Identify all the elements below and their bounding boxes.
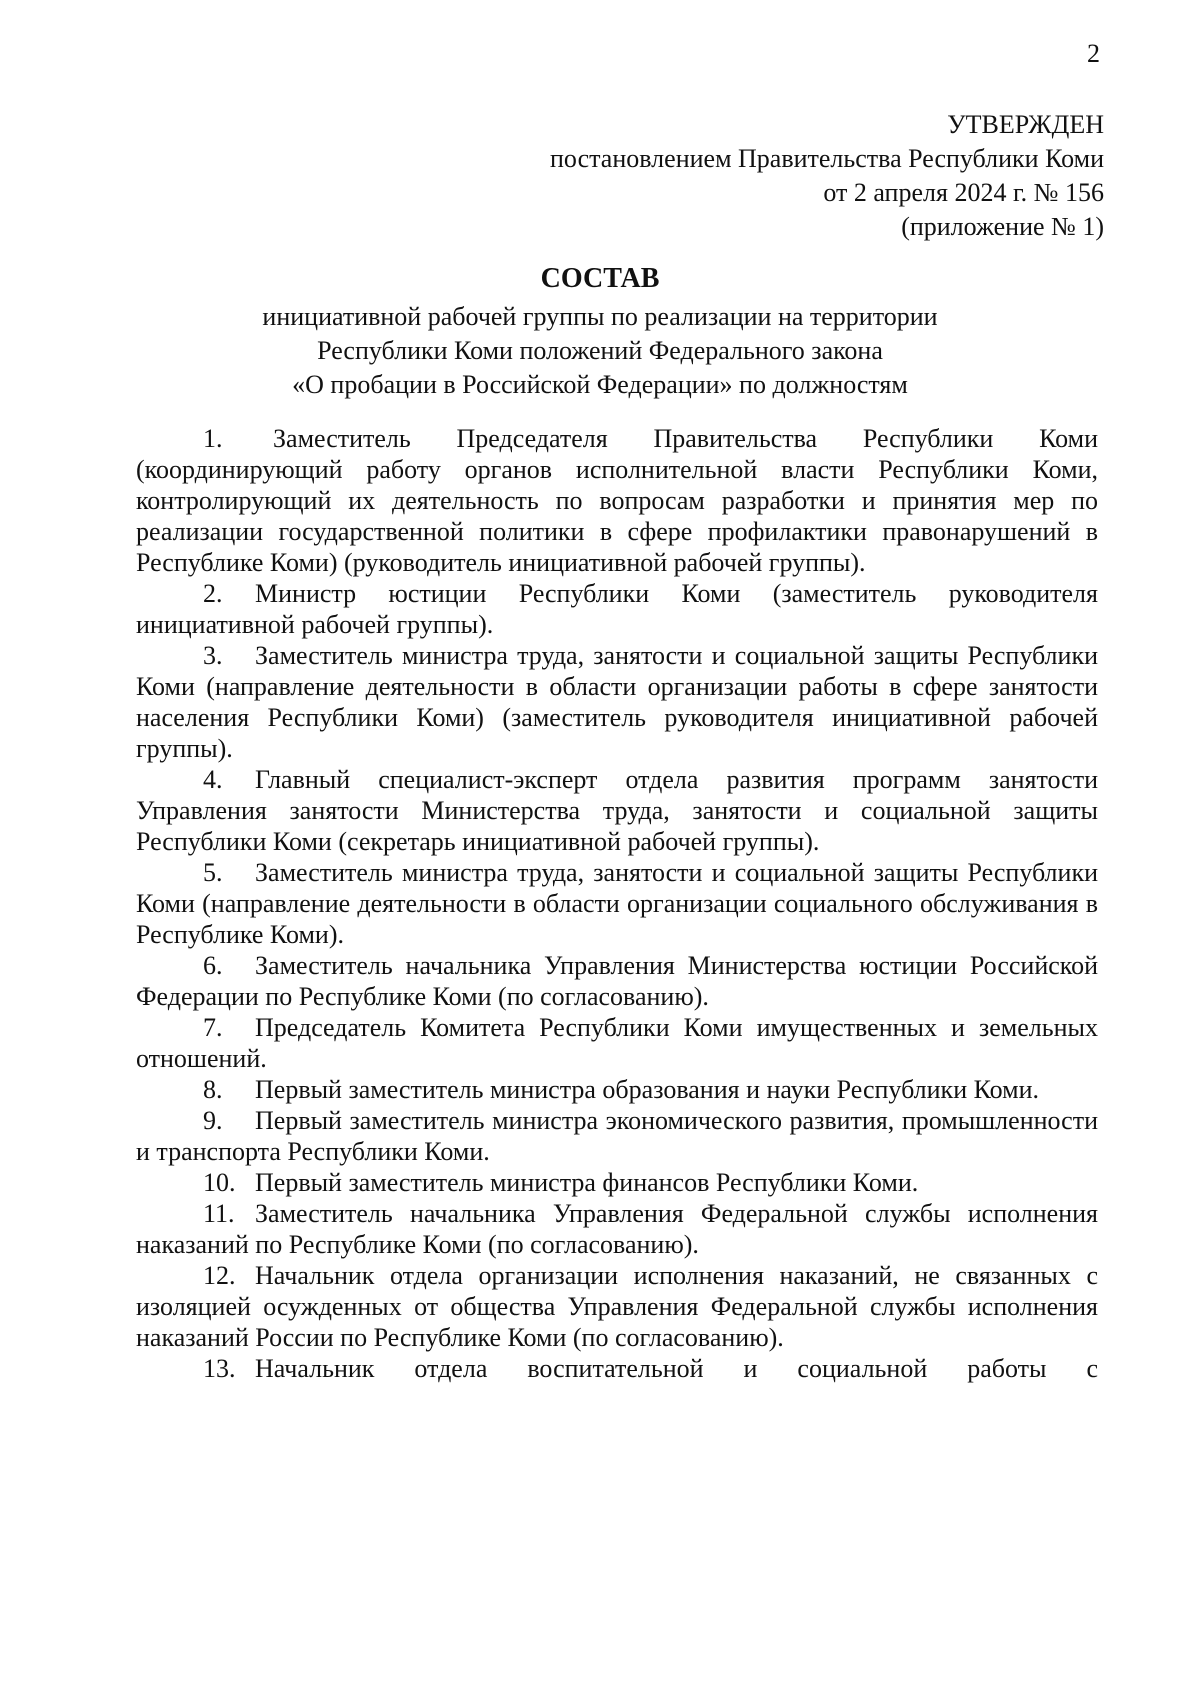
item-text: Заместитель министра труда, занятости и социальной защиты Республики Коми (направление деятельности в области организации социального обслуживания в Республике Коми). <box>136 858 1098 949</box>
item-number: 1. <box>203 424 223 453</box>
approval-block <box>550 108 1104 244</box>
approval-line-1: УТВЕРЖДЕН <box>947 110 1104 139</box>
document-subtitle <box>100 300 1100 402</box>
title-block <box>100 262 1100 402</box>
page-number: 2 <box>1087 39 1100 68</box>
item-text: Первый заместитель министра финансов Республики Коми. <box>255 1168 919 1197</box>
item-number: 4. <box>203 765 223 794</box>
item-number: 10. <box>203 1168 236 1197</box>
item-number: 2. <box>203 579 223 608</box>
item-text: Главный специалист-эксперт отдела развития программ занятости Управления занятости Министерства труда, занятости и социальной защиты Республики Коми (секретарь инициативной рабочей группы). <box>136 765 1098 856</box>
list-item <box>136 1105 1098 1167</box>
item-text: Заместитель начальника Управления Федеральной службы исполнения наказаний по Республике Коми (по согласованию). <box>136 1199 1098 1259</box>
subtitle-line-3: «О пробации в Российской Федерации» по должностям <box>292 370 908 399</box>
item-number: 8. <box>203 1075 223 1104</box>
approval-line-2: постановлением Правительства Республики Коми <box>550 144 1104 173</box>
item-number: 7. <box>203 1013 223 1042</box>
item-number: 5. <box>203 858 223 887</box>
item-number: 13. <box>203 1354 236 1383</box>
item-text: Начальник отдела организации исполнения наказаний, не связанных с изоляцией осужденных от общества Управления Федеральной службы исполнения наказаний России по Республике Коми (по согласованию). <box>136 1261 1098 1352</box>
list-item <box>136 857 1098 950</box>
list-item <box>136 423 1098 578</box>
list-item <box>136 640 1098 764</box>
list-item <box>136 578 1098 640</box>
approval-line-4: (приложение № 1) <box>901 212 1104 241</box>
approval-line-3: от 2 апреля 2024 г. № 156 <box>823 178 1104 207</box>
item-text: Министр юстиции Республики Коми (заместитель руководителя инициативной рабочей группы). <box>136 579 1098 639</box>
item-text: Заместитель Председателя Правительства Республики Коми (координирующий работу органов исполнительной власти Республики Коми, контролирующий их деятельность по вопросам разработки и принятия мер по реализации государственной политики в сфере профилактики правонарушений в Республике Коми) (руководитель инициативной рабочей группы). <box>136 424 1098 577</box>
item-number: 3. <box>203 641 223 670</box>
list-item <box>136 764 1098 857</box>
item-text: Председатель Комитета Республики Коми имущественных и земельных отношений. <box>136 1013 1098 1073</box>
subtitle-line-2: Республики Коми положений Федерального закона <box>317 336 883 365</box>
list-item <box>136 1260 1098 1353</box>
document-title: СОСТАВ <box>540 263 660 294</box>
item-text: Первый заместитель министра экономического развития, промышленности и транспорта Республики Коми. <box>136 1106 1098 1166</box>
list-item <box>136 950 1098 1012</box>
item-text: Первый заместитель министра образования и науки Республики Коми. <box>255 1075 1040 1104</box>
subtitle-line-1: инициативной рабочей группы по реализации на территории <box>262 302 938 331</box>
list-item <box>136 1074 1098 1105</box>
list-item <box>136 1198 1098 1260</box>
list-item <box>136 1353 1098 1384</box>
item-text: Начальник отдела воспитательной и социальной работы с <box>255 1354 1098 1383</box>
item-number: 12. <box>203 1261 236 1290</box>
item-number: 11. <box>203 1199 235 1228</box>
item-number: 6. <box>203 951 223 980</box>
item-text: Заместитель начальника Управления Министерства юстиции Российской Федерации по Республике Коми (по согласованию). <box>136 951 1098 1011</box>
item-text: Заместитель министра труда, занятости и социальной защиты Республики Коми (направление деятельности в области организации работы в сфере занятости населения Республики Коми) (заместитель руководителя инициативной рабочей группы). <box>136 641 1098 763</box>
list-item <box>136 1012 1098 1074</box>
item-number: 9. <box>203 1106 223 1135</box>
list-item <box>136 1167 1098 1198</box>
member-list <box>136 423 1098 1384</box>
